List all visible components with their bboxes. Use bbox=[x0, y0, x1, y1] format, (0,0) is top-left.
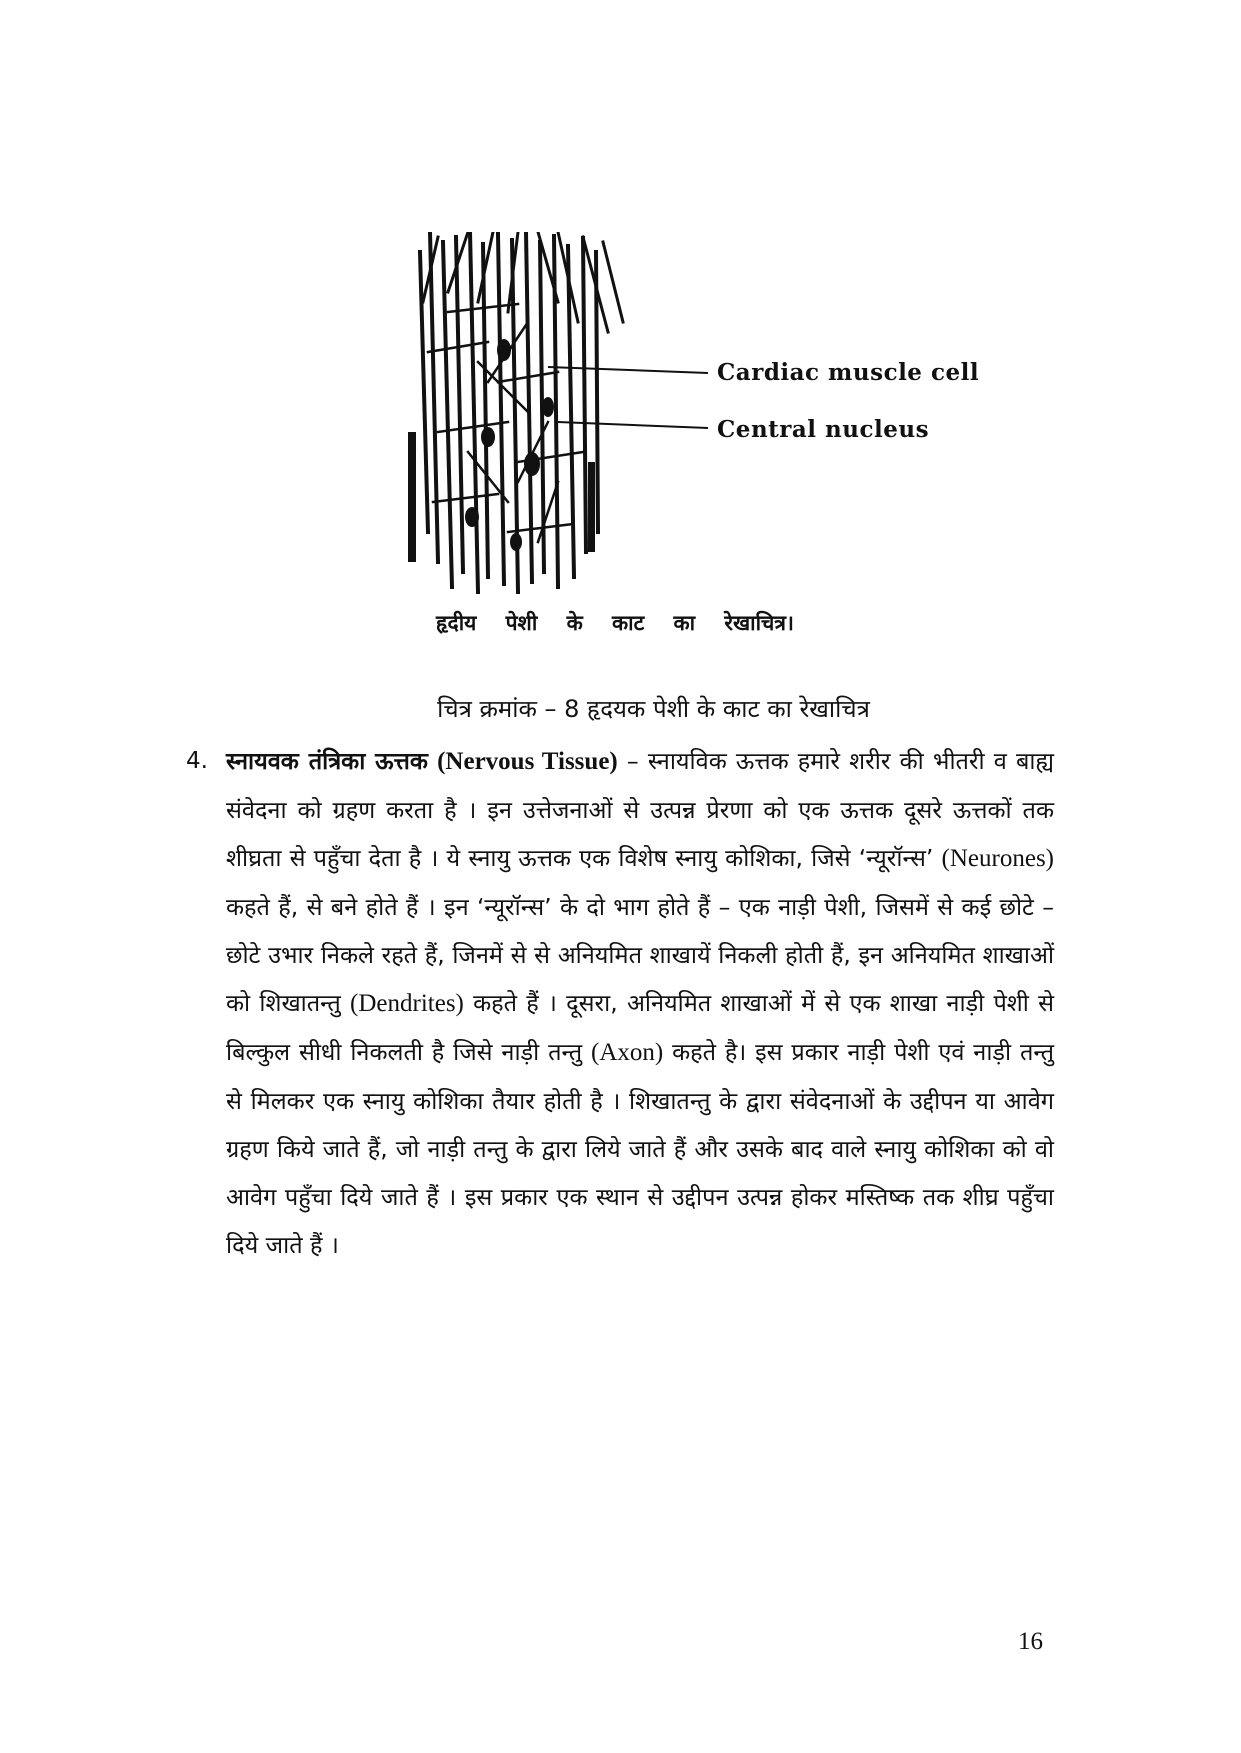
term-neurones: (Neurones) bbox=[941, 845, 1054, 872]
page-number: 16 bbox=[1018, 1628, 1043, 1655]
term-dendrites: (Dendrites) bbox=[350, 990, 464, 1017]
section-heading-english: (Nervous Tissue) bbox=[437, 748, 618, 775]
paragraph-text-2: कहते हैं, से बने होते हैं । इन ‘न्यूरॉन्स’ के दो भाग होते हैं – एक नाड़ी पेशी, जिसमें से कई छोटे – छोटे उभार निकले रहते हैं, जिनमें से से अनियमित शाखायें निकली होती हैं, इन अनियमित शाखाओं को शिखातन्तु bbox=[226, 893, 1054, 1017]
paragraph-text-1: – स्नायविक ऊत्तक हमारे शरीर की भीतरी व बाह्य संवेदना को ग्रहण करता है । इन उत्तेजनाओं से उत्पन्न प्रेरणा को एक ऊत्तक दूसरे ऊत्तकों तक शीघ्रता से पहुँचा देता है । ये स्नायु ऊत्तक एक विशेष स्नायु कोशिका, जिसे ‘न्यूरॉन्स’ bbox=[226, 747, 1054, 872]
label-cardiac-muscle-cell: Cardiac muscle cell bbox=[717, 359, 980, 386]
section-nervous-tissue bbox=[186, 737, 1054, 1269]
cardiac-muscle-drawing bbox=[408, 232, 708, 602]
section-paragraph bbox=[226, 737, 1054, 1269]
term-axon: (Axon) bbox=[591, 1039, 664, 1066]
item-number: 4. bbox=[186, 748, 208, 774]
figure-caption: चित्र क्रमांक – 8 हृदयक पेशी के काट का रेखाचित्र bbox=[437, 695, 870, 723]
paragraph-text-3: कहते हैं । दूसरा, अनियमित शाखाओं में से एक शाखा नाड़ी पेशी से बिल्कुल सीधी निकलती है जिसे नाड़ी तन्तु bbox=[226, 989, 1054, 1066]
cardiac-muscle-figure bbox=[408, 232, 980, 652]
label-central-nucleus: Central nucleus bbox=[717, 416, 930, 443]
figure-inner-caption: हृदीय पेशी के काट का रेखाचित्र। bbox=[436, 611, 794, 635]
paragraph-text-4: कहते है। इस प्रकार नाड़ी पेशी एवं नाड़ी तन्तु से मिलकर एक स्नायु कोशिका तैयार होती है । शिखातन्तु के द्वारा संवेदनाओं के उद्दीपन या आवेग ग्रहण किये जाते हैं, जो नाड़ी तन्तु के द्वारा लिये जाते हैं और उसके बाद वाले स्नायु कोशिका को वो आवेग पहुँचा दिये जाते हैं । इस प्रकार एक स्थान से उद्दीपन उत्पन्न होकर मस्तिष्क तक शीघ्र पहुँचा दिये जाते हैं । bbox=[226, 1038, 1054, 1259]
section-heading-hindi: स्नायवक तंत्रिका ऊत्तक bbox=[226, 747, 428, 775]
